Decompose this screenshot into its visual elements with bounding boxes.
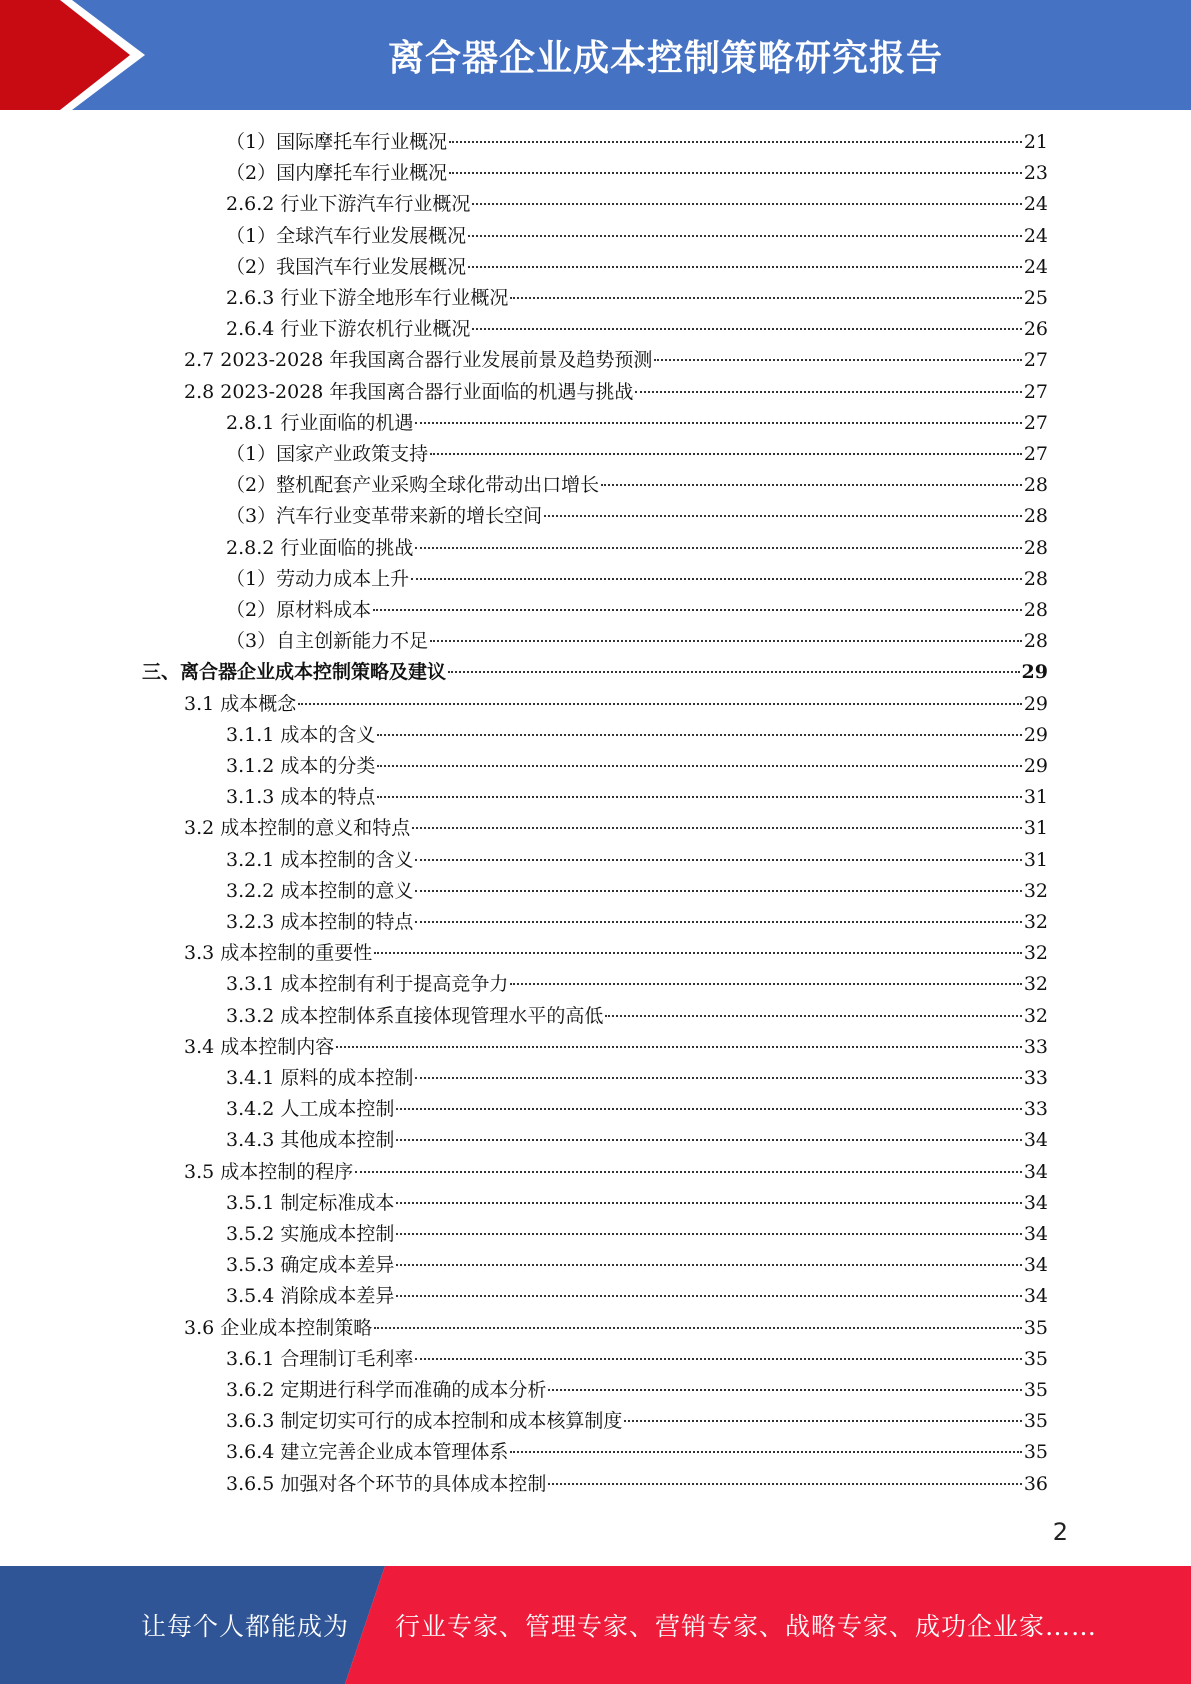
toc-entry[interactable] <box>226 1344 1048 1375</box>
toc-entry-page: 24 <box>1023 193 1048 216</box>
toc-entry[interactable] <box>226 314 1048 345</box>
toc-entry[interactable] <box>184 813 1048 844</box>
toc-entry-title: 3.6.5 加强对各个环节的具体成本控制 <box>226 1472 547 1495</box>
toc-entry[interactable] <box>226 533 1048 564</box>
toc-entry[interactable] <box>226 782 1048 813</box>
toc-entry-page: 29 <box>1023 723 1048 746</box>
toc-dot-leader <box>415 921 1021 923</box>
toc-dot-leader <box>396 1108 1021 1110</box>
toc-dot-leader <box>605 1015 1021 1017</box>
toc-entry[interactable] <box>226 252 1048 283</box>
toc-entry-title: （1）国家产业政策支持 <box>226 443 429 465</box>
toc-entry-title: 3.5.2 实施成本控制 <box>226 1223 395 1245</box>
toc-entry-title: 3.6.1 合理制订毛利率 <box>226 1347 414 1370</box>
toc-dot-leader <box>544 515 1022 517</box>
toc-entry[interactable] <box>226 1125 1048 1156</box>
toc-entry-title: 2.8 2023-2028 年我国离合器行业面临的机遇与挑战 <box>184 380 634 403</box>
toc-entry[interactable] <box>226 1063 1048 1094</box>
toc-entry-page: 35 <box>1023 1441 1048 1464</box>
toc-dot-leader <box>448 671 1020 673</box>
toc-dot-leader <box>374 1327 1022 1329</box>
toc-dot-leader <box>430 453 1022 455</box>
toc-entry-title: 3.4 成本控制内容 <box>184 1035 335 1058</box>
toc-entry[interactable] <box>226 1188 1048 1219</box>
toc-dot-leader <box>396 1202 1021 1204</box>
toc-dot-leader <box>468 235 1022 237</box>
report-title: 离合器企业成本控制策略研究报告 <box>387 37 943 79</box>
toc-entry[interactable] <box>184 1157 1048 1188</box>
toc-entry-page: 25 <box>1023 287 1048 309</box>
toc-dot-leader <box>415 422 1021 424</box>
toc-entry-page: 34 <box>1023 1254 1048 1277</box>
toc-entry[interactable] <box>184 938 1048 969</box>
toc-entry[interactable] <box>226 1281 1048 1312</box>
header-chevron-decoration <box>0 0 150 110</box>
toc-entry[interactable] <box>226 1406 1048 1437</box>
toc-entry-page: 28 <box>1023 474 1048 497</box>
toc-entry-title: （2）原材料成本 <box>226 599 372 621</box>
toc-entry-page: 32 <box>1023 973 1048 996</box>
toc-entry-title: 3.6.3 制定切实可行的成本控制和成本核算制度 <box>226 1410 623 1433</box>
toc-dot-leader <box>415 859 1021 861</box>
toc-dot-leader <box>472 328 1021 330</box>
toc-entry-page: 27 <box>1023 411 1048 434</box>
toc-entry-page: 35 <box>1023 1379 1048 1401</box>
toc-entry[interactable] <box>226 1469 1048 1500</box>
toc-entry[interactable] <box>184 1032 1048 1063</box>
toc-entry[interactable] <box>226 501 1048 532</box>
toc-entry-title: （1）劳动力成本上升 <box>226 567 410 590</box>
toc-entry[interactable] <box>226 751 1048 782</box>
toc-dot-leader <box>449 141 1022 143</box>
toc-entry[interactable] <box>226 158 1048 189</box>
toc-entry-title: 3.2.3 成本控制的特点 <box>226 911 414 933</box>
toc-entry[interactable] <box>142 657 1048 688</box>
toc-entry-title: （1）全球汽车行业发展概况 <box>226 224 467 247</box>
toc-entry-page: 34 <box>1023 1160 1048 1183</box>
toc-dot-leader <box>415 1077 1021 1079</box>
toc-entry-title: 3.6.4 建立完善企业成本管理体系 <box>226 1441 509 1464</box>
toc-dot-leader <box>373 609 1022 611</box>
toc-dot-leader <box>396 1233 1021 1235</box>
toc-entry-page: 35 <box>1023 1347 1048 1370</box>
toc-dot-leader <box>510 983 1021 985</box>
toc-entry[interactable] <box>226 720 1048 751</box>
toc-entry-title: 3.5.3 确定成本差异 <box>226 1254 395 1277</box>
toc-entry[interactable] <box>184 689 1048 720</box>
toc-entry-title: 2.8.2 行业面临的挑战 <box>226 536 414 559</box>
toc-entry[interactable] <box>226 221 1048 252</box>
toc-entry[interactable] <box>226 127 1048 158</box>
toc-dot-leader <box>510 297 1021 299</box>
toc-entry-title: 3.1.2 成本的分类 <box>226 755 376 777</box>
toc-dot-leader <box>396 1264 1021 1266</box>
toc-dot-leader <box>298 703 1022 705</box>
footer-slogan-left: 让每个人都能成为 <box>140 1612 349 1641</box>
toc-entry-page: 33 <box>1023 1067 1048 1089</box>
toc-entry-title: 3.6.2 定期进行科学而准确的成本分析 <box>226 1379 547 1401</box>
toc-entry-title: 3.5.1 制定标准成本 <box>226 1191 395 1214</box>
toc-entry-page: 29 <box>1023 755 1048 777</box>
toc-entry[interactable] <box>226 626 1048 657</box>
toc-entry-title: （3）自主创新能力不足 <box>226 630 429 653</box>
toc-entry-title: 3.1.3 成本的特点 <box>226 786 376 809</box>
toc-entry-page: 23 <box>1023 162 1048 185</box>
toc-entry-page: 29 <box>1021 661 1048 684</box>
toc-entry-page: 27 <box>1023 349 1048 372</box>
toc-entry-page: 24 <box>1023 255 1048 278</box>
toc-dot-leader <box>548 1389 1021 1391</box>
toc-dot-leader <box>415 547 1021 549</box>
toc-entry-title: 3.2.1 成本控制的含义 <box>226 848 414 871</box>
toc-entry[interactable] <box>226 845 1048 876</box>
toc-entry-title: 3.4.1 原料的成本控制 <box>226 1067 414 1089</box>
toc-entry-page: 33 <box>1023 1035 1048 1058</box>
toc-entry-title: 3.5 成本控制的程序 <box>184 1160 354 1183</box>
toc-entry-title: 3.3.1 成本控制有利于提高竞争力 <box>226 973 509 996</box>
toc-entry-title: （2）国内摩托车行业概况 <box>226 162 448 185</box>
toc-entry-page: 28 <box>1023 599 1048 621</box>
toc-dot-leader <box>654 359 1021 361</box>
toc-entry[interactable] <box>226 439 1048 470</box>
toc-entry-title: 2.7 2023-2028 年我国离合器行业发展前景及趋势预测 <box>184 349 653 372</box>
toc-entry-page: 28 <box>1023 536 1048 559</box>
toc-entry-title: 3.4.2 人工成本控制 <box>226 1098 395 1121</box>
toc-entry-title: 3.1 成本概念 <box>184 692 297 715</box>
toc-dot-leader <box>374 952 1022 954</box>
toc-entry-title: （2）我国汽车行业发展概况 <box>226 255 467 278</box>
toc-dot-leader <box>336 1046 1022 1048</box>
toc-dot-leader <box>396 1139 1021 1141</box>
toc-entry[interactable] <box>226 189 1048 220</box>
toc-entry[interactable] <box>226 1250 1048 1281</box>
toc-entry-page: 34 <box>1023 1129 1048 1152</box>
toc-entry-page: 28 <box>1023 630 1048 653</box>
toc-entry-page: 34 <box>1023 1191 1048 1214</box>
toc-dot-leader <box>377 765 1021 767</box>
toc-entry-page: 29 <box>1023 692 1048 715</box>
toc-entry[interactable] <box>226 1375 1048 1406</box>
toc-dot-leader <box>396 1295 1021 1297</box>
toc-entry-title: 3.5.4 消除成本差异 <box>226 1285 395 1308</box>
toc-dot-leader <box>355 1171 1022 1173</box>
toc-dot-leader <box>510 1451 1021 1453</box>
toc-entry-title: 3.3 成本控制的重要性 <box>184 942 373 965</box>
toc-entry-page: 35 <box>1023 1316 1048 1339</box>
toc-entry[interactable] <box>226 1437 1048 1468</box>
toc-entry-page: 35 <box>1023 1410 1048 1433</box>
toc-dot-leader <box>472 203 1021 205</box>
toc-entry-page: 32 <box>1023 911 1048 933</box>
toc-dot-leader <box>415 1358 1021 1360</box>
toc-entry[interactable] <box>226 564 1048 595</box>
toc-entry-page: 32 <box>1023 1004 1048 1027</box>
toc-entry[interactable] <box>226 907 1048 938</box>
toc-entry-page: 33 <box>1023 1098 1048 1121</box>
toc-dot-leader <box>411 578 1022 580</box>
toc-entry-title: 3.6 企业成本控制策略 <box>184 1316 373 1339</box>
toc-entry[interactable] <box>226 1001 1048 1032</box>
toc-entry-page: 32 <box>1023 879 1048 902</box>
toc-entry-page: 28 <box>1023 567 1048 590</box>
toc-entry-page: 21 <box>1023 131 1048 153</box>
toc-dot-leader <box>468 266 1022 268</box>
toc-dot-leader <box>377 796 1021 798</box>
toc-entry[interactable] <box>184 345 1048 376</box>
toc-entry-title: 2.6.4 行业下游农机行业概况 <box>226 318 471 341</box>
footer-banner <box>0 1566 1191 1684</box>
toc-entry-page: 31 <box>1023 786 1048 809</box>
toc-entry-page: 31 <box>1023 817 1048 840</box>
page-number: 2 <box>1052 1518 1068 1546</box>
toc-dot-leader <box>548 1483 1021 1485</box>
toc-entry[interactable] <box>226 1219 1048 1250</box>
toc-entry-title: 3.1.1 成本的含义 <box>226 723 376 746</box>
toc-entry-title: （1）国际摩托车行业概况 <box>226 131 448 153</box>
toc-entry-page: 31 <box>1023 848 1048 871</box>
toc-entry-page: 24 <box>1023 224 1048 247</box>
report-header <box>0 0 1191 110</box>
toc-entry-title: 2.6.3 行业下游全地形车行业概况 <box>226 287 509 309</box>
toc-entry[interactable] <box>226 408 1048 439</box>
toc-entry-title: 2.6.2 行业下游汽车行业概况 <box>226 193 471 216</box>
toc-dot-leader <box>415 890 1021 892</box>
toc-entry[interactable] <box>184 1313 1048 1344</box>
toc-entry-page: 28 <box>1023 505 1048 528</box>
toc-entry[interactable] <box>226 1094 1048 1125</box>
toc-dot-leader <box>377 734 1021 736</box>
toc-entry-page: 36 <box>1023 1472 1048 1495</box>
toc-entry[interactable] <box>226 470 1048 501</box>
toc-dot-leader <box>412 827 1022 829</box>
toc-entry-title: 3.4.3 其他成本控制 <box>226 1129 395 1152</box>
toc-entry[interactable] <box>226 969 1048 1000</box>
toc-entry-page: 34 <box>1023 1285 1048 1308</box>
toc-entry-page: 27 <box>1023 380 1048 403</box>
toc-entry-page: 26 <box>1023 318 1048 341</box>
toc-entry-title: 3.2.2 成本控制的意义 <box>226 879 414 902</box>
toc-dot-leader <box>449 172 1022 174</box>
toc-dot-leader <box>601 484 1022 486</box>
toc-entry[interactable] <box>226 283 1048 314</box>
toc-entry-title: 3.3.2 成本控制体系直接体现管理水平的高低 <box>226 1004 604 1027</box>
toc-entry-page: 32 <box>1023 942 1048 965</box>
toc-dot-leader <box>624 1420 1021 1422</box>
toc-entry-title: （2）整机配套产业采购全球化带动出口增长 <box>226 474 600 497</box>
footer-slogan-right: 行业专家、管理专家、营销专家、战略专家、成功企业家…… <box>395 1612 1098 1641</box>
toc-entry[interactable] <box>226 876 1048 907</box>
toc-entry-title: 3.2 成本控制的意义和特点 <box>184 817 411 840</box>
toc-entry-title: （3）汽车行业变革带来新的增长空间 <box>226 505 543 528</box>
toc-entry-title: 三、离合器企业成本控制策略及建议 <box>142 661 447 684</box>
toc-dot-leader <box>635 391 1021 393</box>
toc-dot-leader <box>430 640 1022 642</box>
toc-entry-title: 2.8.1 行业面临的机遇 <box>226 411 414 434</box>
toc-entry[interactable] <box>184 377 1048 408</box>
toc-entry-page: 27 <box>1023 443 1048 465</box>
toc-entry-page: 34 <box>1023 1223 1048 1245</box>
toc-entry[interactable] <box>226 595 1048 626</box>
